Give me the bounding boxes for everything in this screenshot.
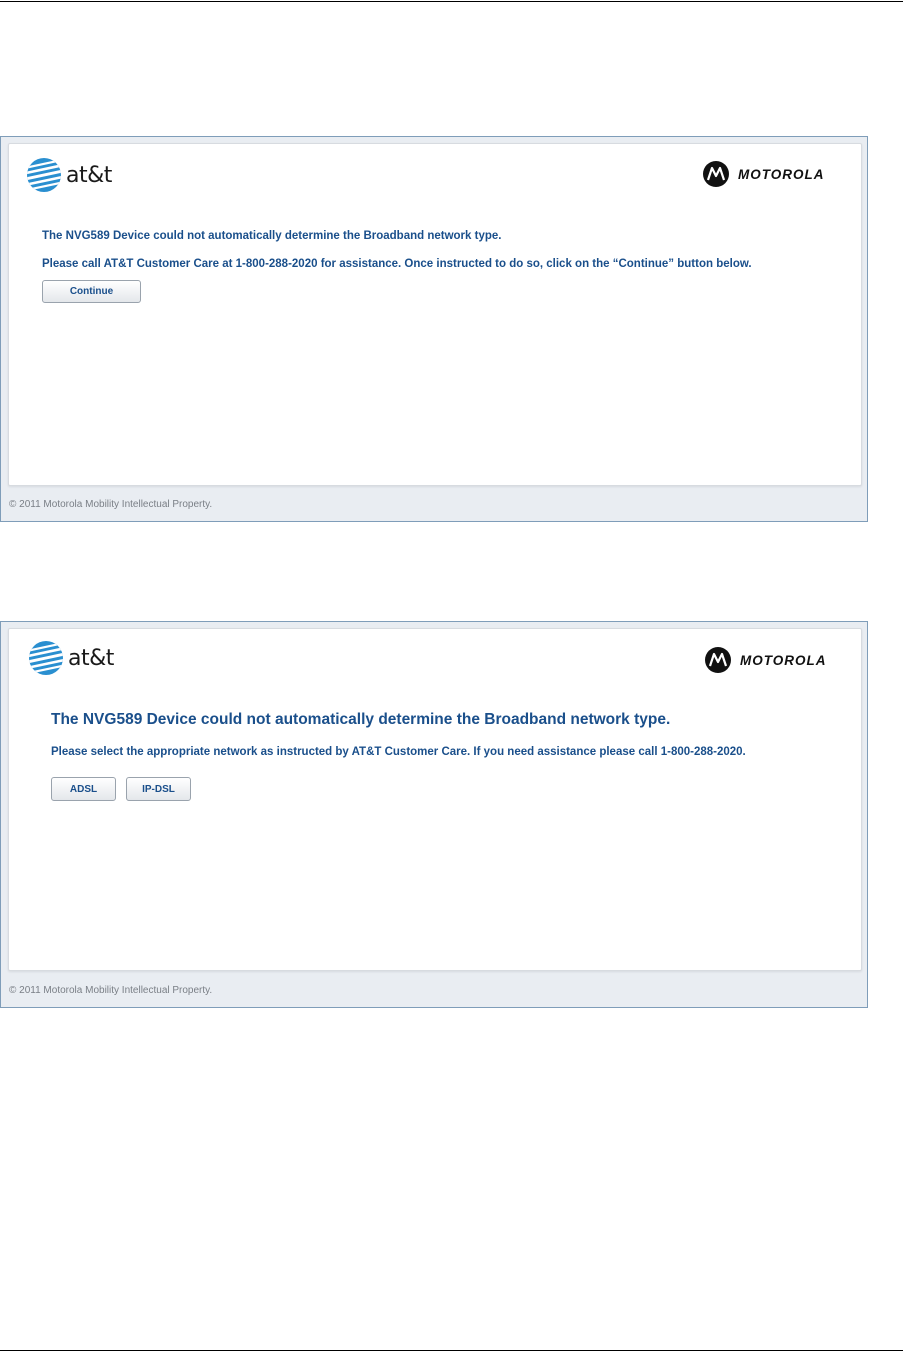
network-select-screen xyxy=(0,621,868,1008)
att-logo xyxy=(26,157,112,193)
instruction-message: Please call AT&T Customer Care at 1-800-288-2020 for assistance. Once instructed to do so, click on the “Continue” button below. xyxy=(42,258,752,270)
page-title: The NVG589 Device could not automatically determine the Broadband network type. xyxy=(51,711,671,728)
att-globe-icon xyxy=(26,157,62,193)
motorola-wordmark: MOTOROLA xyxy=(738,166,825,182)
content-panel xyxy=(8,143,862,486)
page-bottom-rule xyxy=(0,1350,903,1351)
continue-button[interactable]: Continue xyxy=(42,280,141,303)
page-top-rule xyxy=(0,1,903,2)
status-message: The NVG589 Device could not automatically determine the Broadband network type. xyxy=(42,230,502,242)
instruction-message: Please select the appropriate network as instructed by AT&T Customer Care. If you need assistance please call 1-800-288-2020. xyxy=(51,746,746,758)
motorola-batwing-icon xyxy=(703,161,729,187)
motorola-logo xyxy=(705,647,827,673)
motorola-batwing-icon xyxy=(705,647,731,673)
att-logo xyxy=(28,640,114,676)
motorola-logo xyxy=(703,161,825,187)
content-panel xyxy=(8,628,862,971)
att-globe-icon xyxy=(28,640,64,676)
copyright-footer: © 2011 Motorola Mobility Intellectual Property. xyxy=(9,985,213,996)
att-wordmark: at&t xyxy=(68,645,114,671)
att-wordmark: at&t xyxy=(66,162,112,188)
motorola-wordmark: MOTOROLA xyxy=(740,652,827,668)
continue-screen xyxy=(0,136,868,522)
copyright-footer: © 2011 Motorola Mobility Intellectual Property. xyxy=(9,499,213,510)
ip-dsl-button[interactable]: IP-DSL xyxy=(126,777,191,801)
adsl-button[interactable]: ADSL xyxy=(51,777,116,801)
